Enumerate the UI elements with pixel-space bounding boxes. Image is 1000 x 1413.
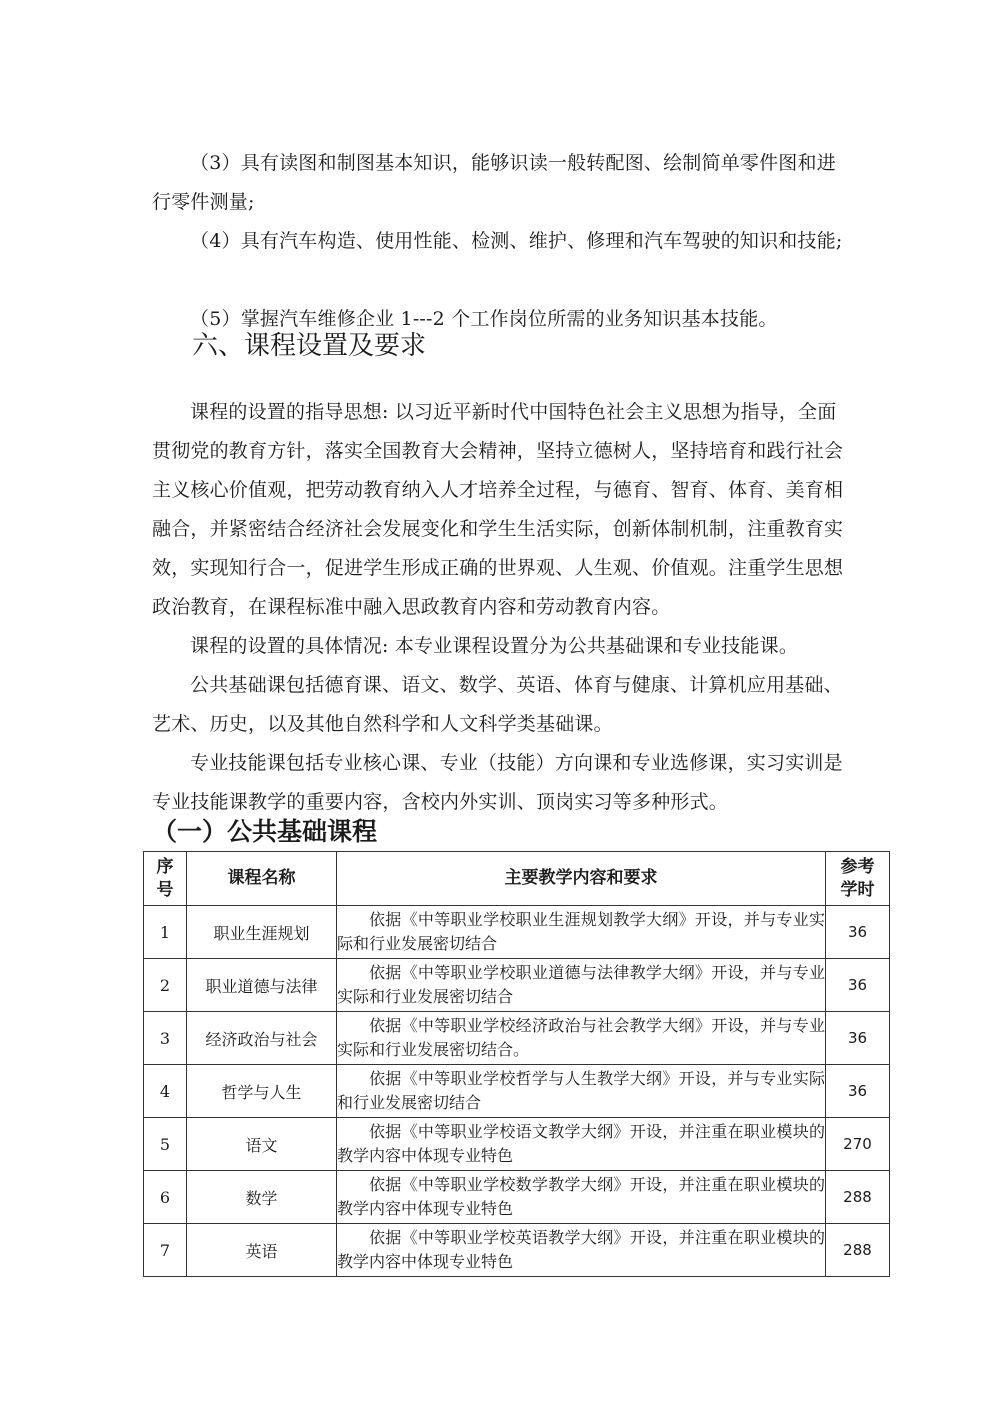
- table-row: [144, 1224, 890, 1277]
- cell-name: 语文: [187, 1118, 337, 1171]
- cell-num: 4: [144, 1065, 187, 1118]
- cell-hours: 36: [826, 959, 890, 1012]
- cell-name: 职业生涯规划: [187, 906, 337, 959]
- cell-content: 依据《中等职业学校语文教学大纲》开设，并注重在职业模块的教学内容中体现专业特色: [337, 1118, 826, 1171]
- cell-num: 3: [144, 1012, 187, 1065]
- cell-hours: 270: [826, 1118, 890, 1171]
- paragraph-item-3: （3）具有读图和制图基本知识，能够识读一般转配图、绘制简单零件图和进行零件测量;: [152, 152, 836, 213]
- cell-num: 2: [144, 959, 187, 1012]
- subsection-heading: （一）公共基础课程: [152, 817, 378, 846]
- cell-name: 英语: [187, 1224, 337, 1277]
- cell-content: 依据《中等职业学校职业道德与法律教学大纲》开设，并与专业实际和行业发展密切结合: [337, 959, 826, 1012]
- cell-hours: 36: [826, 1012, 890, 1065]
- table-row: [144, 1171, 890, 1224]
- table-row: [144, 959, 890, 1012]
- cell-content: 依据《中等职业学校经济政治与社会教学大纲》开设，并与专业实际和行业发展密切结合。: [337, 1012, 826, 1065]
- paragraph-guiding-idea: 课程的设置的指导思想: 以习近平新时代中国特色社会主义思想为指导，全面贯彻党的教育方针，落实全国教育大会精神，坚持立德树人，坚持培育和践行社会主义核心价值观，把劳动教育纳入人才培养全过程，与德育、智育、体育、美育相融合，并紧密结合经济社会发展变化和学生生活实际，创新体制机制，注重教育实效，实现知行合一，促进学生形成正确的世界观、人生观、价值观。注重学生思想政治教育，在课程标准中融入思政教育内容和劳动教育内容。: [152, 401, 844, 618]
- cell-name: 哲学与人生: [187, 1065, 337, 1118]
- paragraph-public-courses: 公共基础课包括德育课、语文、数学、英语、体育与健康、计算机应用基础、艺术、历史，以及其他自然科学和人文科学类基础课。: [152, 674, 843, 735]
- cell-num: 1: [144, 906, 187, 959]
- cell-num: 7: [144, 1224, 187, 1277]
- cell-hours: 36: [826, 1065, 890, 1118]
- cell-content: 依据《中等职业学校英语教学大纲》开设，并注重在职业模块的教学内容中体现专业特色: [337, 1224, 826, 1277]
- paragraph-specifics: 课程的设置的具体情况: 本专业课程设置分为公共基础课和专业技能课。: [190, 635, 799, 657]
- header-name: 课程名称: [187, 852, 337, 906]
- header-hours: 参考学时: [826, 852, 890, 906]
- cell-hours: 288: [826, 1171, 890, 1224]
- paragraph-skill-courses: 专业技能课包括专业核心课、专业（技能）方向课和专业选修课，实习实训是专业技能课教学的重要内容，含校内外实训、顶岗实习等多种形式。: [152, 752, 843, 813]
- cell-name: 职业道德与法律: [187, 959, 337, 1012]
- cell-content: 依据《中等职业学校职业生涯规划教学大纲》开设，并与专业实际和行业发展密切结合: [337, 906, 826, 959]
- paragraph-item-4: （4）具有汽车构造、使用性能、检测、维护、修理和汽车驾驶的知识和技能;: [190, 230, 843, 252]
- cell-hours: 288: [826, 1224, 890, 1277]
- cell-name: 数学: [187, 1171, 337, 1224]
- cell-name: 经济政治与社会: [187, 1012, 337, 1065]
- course-table: [143, 851, 890, 1277]
- table-row: [144, 1118, 890, 1171]
- cell-num: 6: [144, 1171, 187, 1224]
- cell-content: 依据《中等职业学校数学教学大纲》开设，并注重在职业模块的教学内容中体现专业特色: [337, 1171, 826, 1224]
- header-content: 主要教学内容和要求: [337, 852, 826, 906]
- header-num: 序号: [144, 852, 187, 906]
- table-row: [144, 906, 890, 959]
- cell-num: 5: [144, 1118, 187, 1171]
- cell-hours: 36: [826, 906, 890, 959]
- paragraph-item-5: （5）掌握汽车维修企业 1---2 个工作岗位所需的业务知识基本技能。: [190, 308, 778, 330]
- table-row: [144, 1065, 890, 1118]
- table-row: [144, 1012, 890, 1065]
- cell-content: 依据《中等职业学校哲学与人生教学大纲》开设，并与专业实际和行业发展密切结合: [337, 1065, 826, 1118]
- section-heading: 六、课程设置及要求: [192, 331, 427, 361]
- table-header-row: [144, 852, 890, 906]
